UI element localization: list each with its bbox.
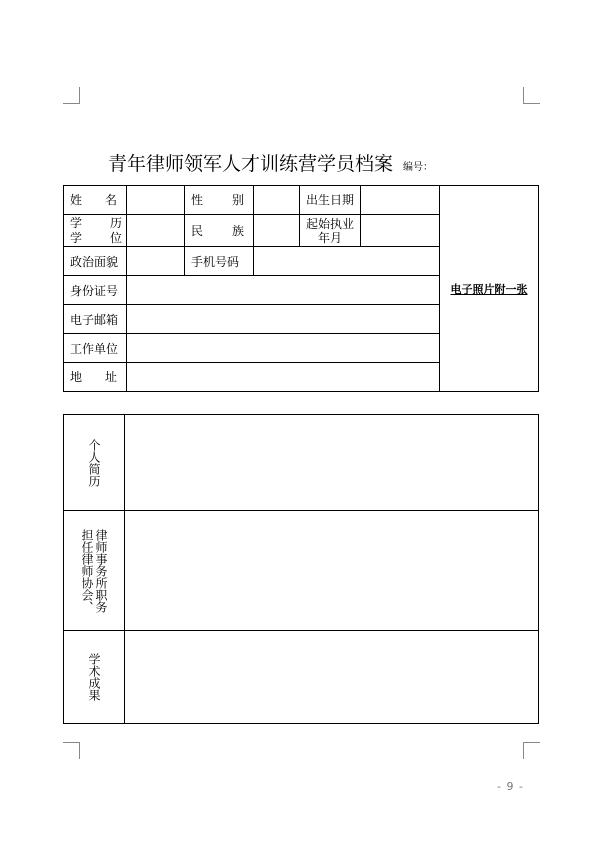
crop-mark-bottom-right <box>523 742 540 759</box>
label-education <box>64 215 127 247</box>
label-resume-cell <box>64 415 125 511</box>
label-address: 地 址 <box>64 363 127 392</box>
label-birth-date: 出生日期 <box>300 186 361 215</box>
label-positions-cell <box>64 511 125 631</box>
label-education-line1: 学 历 <box>70 215 122 230</box>
label-email: 电子邮箱 <box>64 305 127 334</box>
label-resume: 个人简历 <box>87 438 101 487</box>
serial-number-label: 编号： <box>403 162 434 173</box>
form-title: 青年律师领军人才训练营学员档案 <box>108 153 394 175</box>
label-practice-start-line2: 年月 <box>317 230 342 245</box>
basic-info-table <box>63 185 539 392</box>
value-ethnicity[interactable] <box>254 215 300 247</box>
value-address[interactable] <box>127 363 440 392</box>
value-positions[interactable] <box>125 511 539 631</box>
value-name[interactable] <box>127 186 185 215</box>
label-name: 姓 名 <box>64 186 127 215</box>
value-birth-date[interactable] <box>361 186 440 215</box>
crop-mark-bottom-left <box>63 742 80 759</box>
page-number: - 9 - <box>497 780 524 793</box>
label-positions-line2: 律师事务所职务 <box>94 528 108 613</box>
value-mobile[interactable] <box>254 247 440 276</box>
label-political-status: 政治面貌 <box>64 247 127 276</box>
value-gender[interactable] <box>254 186 300 215</box>
label-mobile: 手机号码 <box>185 247 254 276</box>
value-email[interactable] <box>127 305 440 334</box>
value-id-number[interactable] <box>127 276 440 305</box>
label-id-number: 身份证号 <box>64 276 127 305</box>
title-row <box>108 148 433 176</box>
crop-mark-top-right <box>523 87 540 104</box>
label-work-unit: 工作单位 <box>64 334 127 363</box>
label-practice-start-line1: 起始执业 <box>305 216 354 231</box>
label-positions-line1: 担任律师协会、 <box>80 528 94 613</box>
crop-mark-top-left <box>63 87 80 104</box>
value-work-unit[interactable] <box>127 334 440 363</box>
photo-cell: 电子照片附一张 <box>440 186 539 392</box>
label-academic: 学术成果 <box>87 653 101 701</box>
label-gender: 性 别 <box>185 186 254 215</box>
value-resume[interactable] <box>125 415 539 511</box>
value-education[interactable] <box>127 215 185 247</box>
label-education-line2: 学 位 <box>70 230 122 245</box>
value-political-status[interactable] <box>127 247 185 276</box>
value-practice-start[interactable] <box>361 215 440 247</box>
label-practice-start <box>300 215 361 247</box>
detail-table <box>63 414 539 724</box>
label-ethnicity: 民 族 <box>185 215 254 247</box>
label-academic-cell <box>64 631 125 724</box>
value-academic[interactable] <box>125 631 539 724</box>
